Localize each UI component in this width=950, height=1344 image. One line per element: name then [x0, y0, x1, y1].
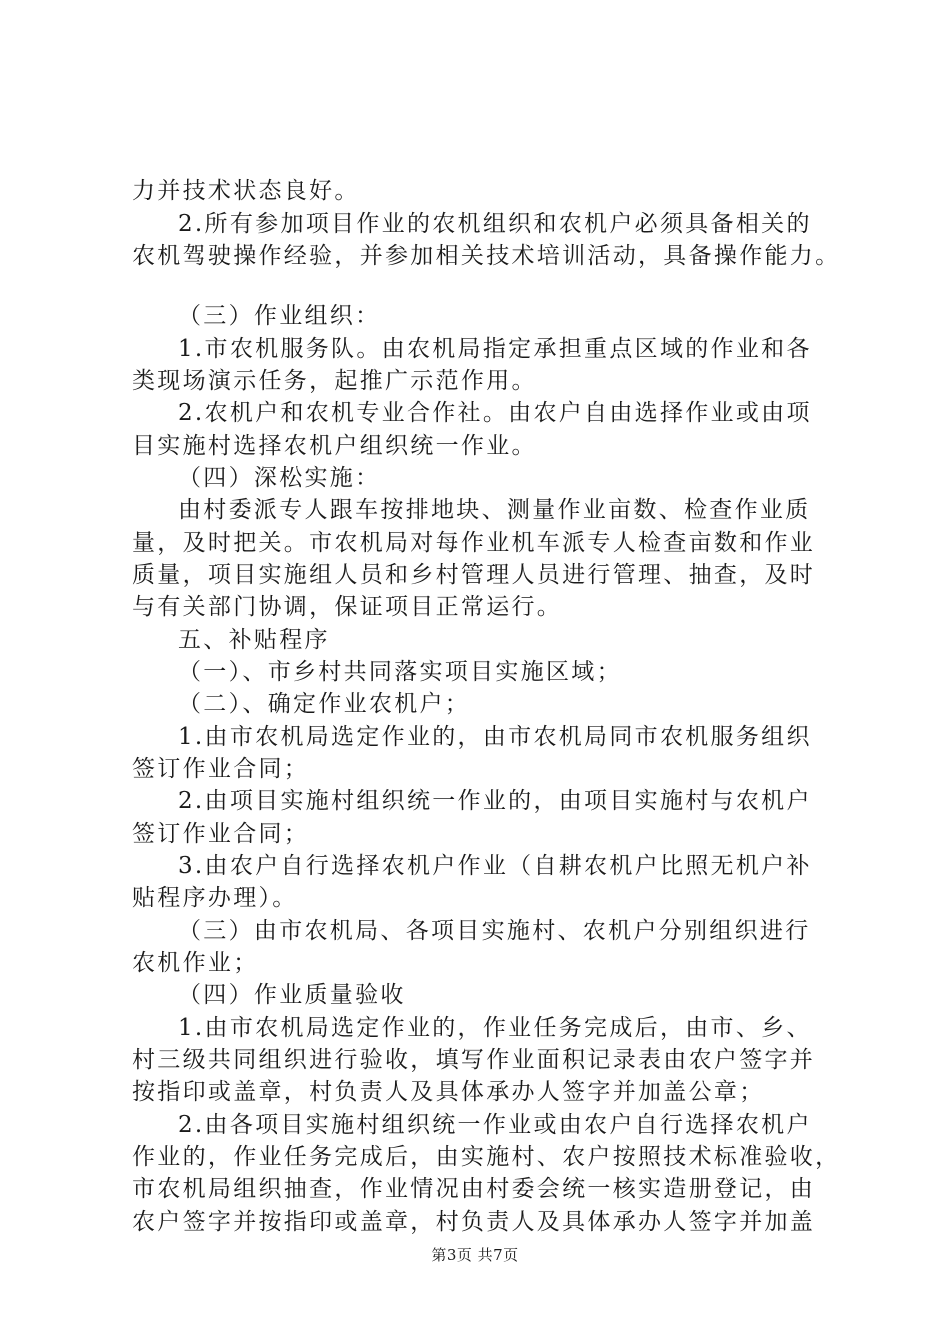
- text-line: 农机作业；: [132, 950, 259, 976]
- text-line: （三）由市农机局、各项目实施村、农机户分别组织进行: [178, 918, 811, 944]
- text-line: 2.由项目实施村组织统一作业的，由项目实施村与农机户: [178, 788, 812, 814]
- text-line: 由村委派专人跟车按排地块、测量作业亩数、检查作业质: [178, 497, 811, 523]
- text-line: 2.农机户和农机专业合作社。由农户自由选择作业或由项: [178, 400, 812, 426]
- text-line: 2.由各项目实施村组织统一作业或由农户自行选择农机户: [178, 1112, 812, 1138]
- text-line: 按指印或盖章，村负责人及具体承办人签字并加盖公章；: [132, 1079, 765, 1105]
- text-line: 农户签字并按指印或盖章，村负责人及具体承办人签字并加盖: [132, 1209, 816, 1235]
- text-line: 力并技术状态良好。: [132, 178, 360, 204]
- text-line: 农机驾驶操作经验，并参加相关技术培训活动，具备操作能力。: [132, 243, 841, 269]
- section-heading: 五、补贴程序: [178, 627, 330, 653]
- text-line: 量，及时把关。市农机局对每作业机车派专人检查亩数和作业: [132, 530, 816, 556]
- section-heading: （四）作业质量验收: [178, 982, 406, 1008]
- text-line: 1.由市农机局选定作业的，由市农机局同市农机服务组织: [178, 724, 812, 750]
- section-heading: （三）作业组织：: [178, 303, 381, 329]
- text-line: 1.由市农机局选定作业的，作业任务完成后，由市、乡、: [178, 1015, 812, 1041]
- text-line: 贴程序办理）。: [132, 885, 298, 911]
- section-heading: （四）深松实施：: [178, 465, 381, 491]
- text-line: 质量，项目实施组人员和乡村管理人员进行管理、抽查，及时: [132, 562, 816, 588]
- text-line: 目实施村选择农机户组织统一作业。: [132, 433, 537, 459]
- page-number: 第3页 共7页: [431, 1246, 519, 1264]
- text-line: 村三级共同组织进行验收，填写作业面积记录表由农户签字并: [132, 1047, 816, 1073]
- text-line: 2.所有参加项目作业的农机组织和农机户必须具备相关的: [178, 211, 812, 237]
- text-line: 签订作业合同；: [132, 756, 310, 782]
- text-line: 作业的，作业任务完成后，由实施村、农户按照技术标准验收，: [132, 1144, 841, 1170]
- text-line: 与有关部门协调，保证项目正常运行。: [132, 594, 563, 620]
- text-line: 1.市农机服务队。由农机局指定承担重点区域的作业和各: [178, 336, 812, 362]
- text-line: 签订作业合同；: [132, 821, 310, 847]
- text-line: （二）、确定作业农机户；: [178, 691, 471, 717]
- text-line: （一）、市乡村共同落实项目实施区域；: [178, 659, 622, 685]
- text-line: 市农机局组织抽查，作业情况由村委会统一核实造册登记，由: [132, 1176, 816, 1202]
- text-line: 类现场演示任务，起推广示范作用。: [132, 368, 537, 394]
- text-line: 3.由农户自行选择农机户作业（自耕农机户比照无机户补: [178, 853, 812, 879]
